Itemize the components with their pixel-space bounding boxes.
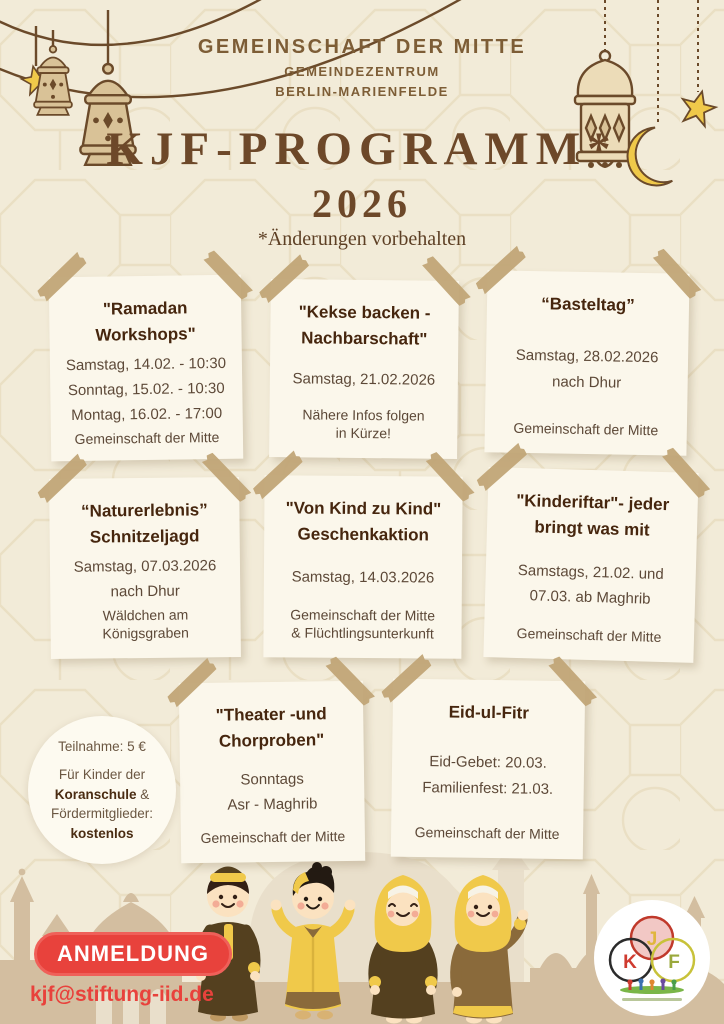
event-line: Samstags, 21.02. und — [517, 561, 664, 583]
event-title: Eid-ul-Fitr — [448, 702, 530, 723]
event-line: Familienfest: 21.03. — [422, 778, 554, 798]
girl-figure — [369, 875, 437, 1024]
logo-caption-line — [622, 998, 682, 1001]
logo-letter-f: F — [668, 952, 680, 973]
event-line: Eid-Gebet: 20.03. — [429, 753, 547, 773]
event-card — [484, 270, 689, 455]
event-schedule — [491, 323, 683, 418]
event-location — [275, 405, 451, 443]
event-line: nach Dhur — [551, 372, 622, 392]
event-title: “Basteltag” — [541, 294, 635, 315]
fee-note-line: Koranschule & — [54, 786, 150, 802]
event-line: Sonntag, 15.02. - 10:30 — [67, 379, 225, 400]
page-title: KJF-PROGRAMM* — [106, 123, 618, 175]
event-line: Samstag, 14.02. - 10:30 — [65, 354, 227, 374]
event-card — [391, 679, 585, 860]
event-location-line: Gemeinschaft der Mitte — [513, 419, 659, 439]
event-location — [187, 827, 359, 848]
event-line: Samstag, 21.02.2026 — [292, 370, 436, 389]
page-year: 2026 — [312, 181, 412, 226]
event-line: Samstag, 28.02.2026 — [515, 347, 659, 367]
event-location — [269, 605, 455, 643]
event-title: "Kinderiftar"- jeder bringt was mit — [515, 490, 670, 540]
event-schedule — [186, 759, 359, 825]
event-line: Samstag, 07.03.2026 — [73, 556, 217, 576]
event-schedule — [56, 556, 234, 603]
kjf-logo — [592, 898, 712, 1018]
boy-figure — [271, 862, 356, 1020]
anmeldung-button[interactable] — [34, 932, 232, 976]
event-schedule — [276, 358, 452, 403]
event-location-line: Gemeinschaft der Mitte — [200, 827, 346, 846]
event-location — [490, 623, 688, 647]
event-location-line: Gemeinschaft der Mitte — [516, 624, 662, 645]
org-title: GEMEINSCHAFT DER MITTE — [197, 36, 527, 58]
event-title: "Kekse backen - Nachbarschaft" — [298, 302, 431, 350]
event-location — [56, 605, 234, 643]
event-title: "Von Kind zu Kind" Geschenkaktion — [285, 498, 442, 545]
event-location-line: Königsgraben — [102, 624, 189, 642]
event-card — [49, 275, 244, 462]
event-location-line: Gemeinschaft der Mitte — [290, 606, 436, 624]
event-schedule — [490, 546, 690, 625]
event-card — [269, 279, 459, 459]
event-location-line: Gemeinschaft der Mitte — [414, 823, 560, 842]
event-location — [491, 418, 681, 440]
event-location-line: Wäldchen am — [102, 606, 189, 624]
fee-amount: Teilnahme: 5 € — [58, 738, 146, 754]
fee-note-line: Fördermitglieder: — [50, 806, 154, 822]
event-card — [263, 475, 462, 658]
event-card — [49, 477, 241, 659]
contact-email[interactable]: kjf@stiftung-iid.de — [30, 983, 214, 1006]
event-line: Samstag, 14.03.2026 — [291, 568, 435, 587]
event-location-line: Nähere Infos folgen — [302, 405, 425, 424]
event-line: Sonntags — [240, 770, 304, 788]
org-subtitle: GEMEINDEZENTRUM — [284, 64, 440, 79]
event-line: nach Dhur — [110, 582, 180, 601]
event-line: 07.03. ab Maghrib — [529, 587, 651, 608]
fee-free-label: kostenlos — [70, 825, 134, 841]
event-title: "Ramadan Workshops" — [95, 298, 196, 346]
girl-figure — [452, 875, 528, 1024]
anmeldung-label: ANMELDUNG — [57, 941, 209, 966]
logo-letter-k: K — [623, 952, 637, 973]
children-illustration — [178, 846, 538, 1024]
event-schedule — [397, 731, 578, 821]
event-title: “Naturerlebnis” Schnitzeljagd — [81, 500, 208, 547]
event-location-line: in Kürze! — [335, 424, 392, 442]
event-location — [57, 428, 237, 449]
event-location-line: Gemeinschaft der Mitte — [74, 429, 220, 448]
event-title: "Theater -und Chorproben" — [215, 704, 327, 752]
event-schedule — [270, 554, 456, 602]
disclaimer: *Änderungen vorbehalten — [257, 228, 467, 250]
org-location: BERLIN-MARIENFELDE — [275, 84, 449, 99]
logo-letter-j: J — [646, 929, 658, 950]
event-line: Asr - Maghrib — [227, 795, 318, 814]
event-card — [483, 467, 698, 663]
event-location — [397, 823, 577, 844]
fee-badge — [28, 716, 176, 864]
event-location-line: & Flüchtlingsunterkunft — [291, 624, 434, 642]
event-schedule — [56, 353, 237, 426]
event-line: Montag, 16.02. - 17:00 — [71, 405, 223, 425]
fee-note-line: Für Kinder der — [58, 767, 146, 783]
event-card — [179, 681, 365, 864]
